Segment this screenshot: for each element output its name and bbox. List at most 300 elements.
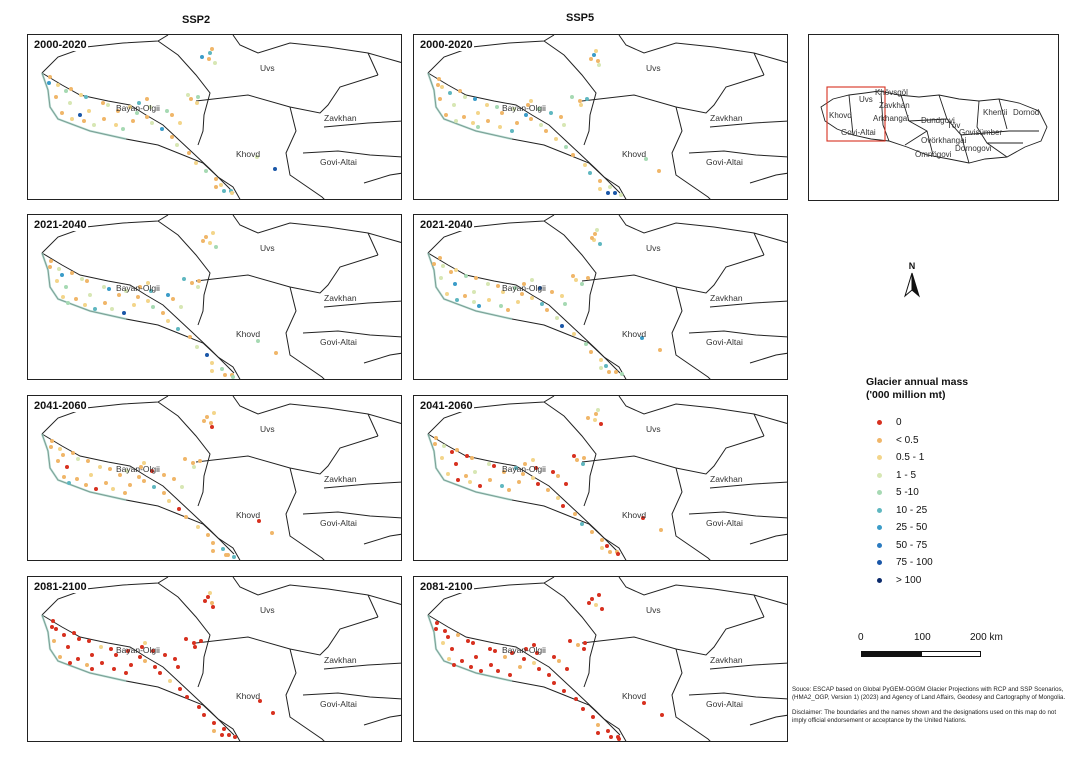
glacier-point [581, 707, 585, 711]
glacier-point [224, 553, 228, 557]
glacier-point [551, 470, 555, 474]
glacier-point [123, 491, 127, 495]
glacier-point [183, 457, 187, 461]
glacier-point [476, 125, 480, 129]
glacier-point [178, 121, 182, 125]
glacier-point [62, 633, 66, 637]
glacier-point [582, 456, 586, 460]
glacier-point [446, 635, 450, 639]
place-label-zavkhan: Zavkhan [710, 293, 743, 303]
glacier-point [456, 478, 460, 482]
map-canvas [414, 35, 788, 200]
glacier-point [109, 647, 113, 651]
source-text: Souce: ESCAP based on Global PyGEM-OGGM Glacier Projections with RCP and SSP Scenarios, (HMA2_OGP, Version 1) (2023) and Agency of Land Affairs, Geodesy and Cartography of Mongolia. [792, 686, 1066, 701]
glacier-point [78, 113, 82, 117]
glacier-point [70, 271, 74, 275]
glacier-point [441, 641, 445, 645]
glacier-point [456, 633, 460, 637]
period-label: 2041-2060 [420, 400, 473, 412]
boundary-line [428, 253, 627, 380]
legend-swatch [877, 508, 882, 513]
glacier-point [581, 462, 585, 466]
glacier-point [559, 115, 563, 119]
boundary-line [582, 75, 764, 113]
glacier-point [562, 123, 566, 127]
glacier-point [213, 61, 217, 65]
place-label-khovd: Khovd [622, 329, 647, 339]
place-label-uvs: Uvs [260, 605, 275, 615]
glacier-point [48, 265, 52, 269]
glacier-point [167, 499, 171, 503]
glacier-point [516, 300, 520, 304]
glacier-point [446, 472, 450, 476]
place-label-zavkhan: Zavkhan [710, 113, 743, 123]
boundary-line [428, 73, 620, 193]
legend-label: < 0.5 [896, 434, 919, 446]
period-label: 2041-2060 [34, 400, 87, 412]
glacier-point [552, 681, 556, 685]
glacier-point [463, 294, 467, 298]
glacier-point [597, 593, 601, 597]
place-label-bayan_olgii: Bayan-Olgii [502, 464, 546, 474]
glacier-point [563, 302, 567, 306]
glacier-point [590, 597, 594, 601]
glacier-point [208, 241, 212, 245]
boundary-line [364, 173, 402, 183]
glacier-point [470, 456, 474, 460]
boundary-line [196, 617, 378, 655]
glacier-point [214, 177, 218, 181]
glacier-point [608, 550, 612, 554]
glacier-point [227, 733, 231, 737]
glacier-point [440, 456, 444, 460]
glacier-point [273, 167, 277, 171]
glacier-point [85, 663, 89, 667]
boundary-line [672, 287, 712, 380]
inset-label: Govisümber [959, 128, 1003, 137]
glacier-point [552, 655, 556, 659]
legend-item [866, 467, 1046, 485]
glacier-point [92, 123, 96, 127]
glacier-point [571, 153, 575, 157]
glacier-point [597, 63, 601, 67]
glacier-point [195, 101, 199, 105]
period-label: 2000-2020 [420, 39, 473, 51]
glacier-point [136, 295, 140, 299]
glacier-point [202, 713, 206, 717]
map-panel-ssp2-2000-2020 [27, 34, 402, 200]
glacier-point [198, 459, 202, 463]
glacier-point [476, 111, 480, 115]
place-label-uvs: Uvs [260, 243, 275, 253]
glacier-point [455, 298, 459, 302]
glacier-point [588, 171, 592, 175]
glacier-point [168, 679, 172, 683]
glacier-point [211, 605, 215, 609]
glacier-point [212, 411, 216, 415]
glacier-point [100, 661, 104, 665]
place-label-govi_altai: Govi-Altai [320, 699, 357, 709]
glacier-point [617, 737, 621, 741]
legend-item [866, 502, 1046, 520]
glacier-point [620, 372, 624, 376]
glacier-point [546, 488, 550, 492]
place-label-zavkhan: Zavkhan [324, 293, 357, 303]
glacier-point [104, 481, 108, 485]
glacier-point [454, 462, 458, 466]
map-panel-ssp2-2041-2060 [27, 395, 402, 561]
scale-label-200: 200 km [970, 632, 1003, 643]
glacier-point [212, 729, 216, 733]
glacier-point [598, 179, 602, 183]
boundary-line [750, 173, 788, 183]
glacier-point [452, 663, 456, 667]
glacier-point [76, 657, 80, 661]
glacier-point [530, 278, 534, 282]
boundary-line [233, 396, 402, 424]
glacier-point [50, 439, 54, 443]
glacier-point [531, 458, 535, 462]
legend-title: Glacier annual mass [866, 376, 969, 388]
glacier-point [486, 282, 490, 286]
place-label-khovd: Khovd [236, 691, 261, 701]
glacier-point [452, 103, 456, 107]
boundary-line [428, 434, 620, 554]
glacier-point [184, 637, 188, 641]
glacier-point [131, 119, 135, 123]
glacier-point [589, 57, 593, 61]
boundary-line [750, 353, 788, 363]
boundary-line [158, 402, 210, 506]
boundary-line [619, 577, 788, 605]
glacier-point [145, 97, 149, 101]
glacier-point [88, 293, 92, 297]
map-canvas [414, 577, 788, 742]
boundary-line [233, 215, 402, 243]
boundary-line [196, 75, 378, 113]
glacier-point [510, 129, 514, 133]
glacier-point [578, 99, 582, 103]
glacier-point [474, 655, 478, 659]
glacier-point [171, 297, 175, 301]
glacier-point [549, 111, 553, 115]
glacier-point [132, 303, 136, 307]
glacier-point [68, 101, 72, 105]
inset-locator-map [808, 34, 1059, 201]
glacier-point [101, 101, 105, 105]
glacier-point [450, 450, 454, 454]
glacier-point [468, 480, 472, 484]
place-label-govi_altai: Govi-Altai [706, 699, 743, 709]
glacier-point [584, 342, 588, 346]
glacier-point [67, 481, 71, 485]
glacier-point [440, 85, 444, 89]
glacier-point [117, 293, 121, 297]
glacier-point [564, 145, 568, 149]
glacier-point [604, 364, 608, 368]
glacier-point [447, 657, 451, 661]
glacier-point [572, 454, 576, 458]
glacier-point [450, 647, 454, 651]
glacier-point [453, 282, 457, 286]
glacier-point [58, 447, 62, 451]
glacier-point [464, 274, 468, 278]
glacier-point [438, 97, 442, 101]
glacier-point [583, 163, 587, 167]
place-label-bayan_olgii: Bayan-Olgii [116, 645, 160, 655]
glacier-point [122, 311, 126, 315]
boundary-line [582, 436, 764, 474]
glacier-point [146, 299, 150, 303]
place-label-govi_altai: Govi-Altai [320, 337, 357, 347]
glacier-point [522, 657, 526, 661]
glacier-point [556, 474, 560, 478]
glacier-point [54, 95, 58, 99]
glacier-point [455, 448, 459, 452]
glacier-point [70, 117, 74, 121]
boundary-line [582, 255, 764, 293]
glacier-point [464, 474, 468, 478]
legend-swatch [877, 473, 882, 478]
glacier-point [206, 595, 210, 599]
glacier-point [87, 109, 91, 113]
glacier-point [445, 292, 449, 296]
glacier-point [71, 451, 75, 455]
glacier-point [87, 639, 91, 643]
glacier-point [185, 695, 189, 699]
glacier-point [196, 525, 200, 529]
map-panel-ssp2-2021-2040 [27, 214, 402, 380]
boundary-line [286, 107, 326, 200]
boundary-line [158, 583, 210, 687]
glacier-point [165, 109, 169, 113]
glacier-point [193, 645, 197, 649]
glacier-point [579, 103, 583, 107]
place-label-uvs: Uvs [646, 243, 661, 253]
glacier-point [574, 278, 578, 282]
glacier-point [660, 713, 664, 717]
glacier-point [599, 366, 603, 370]
glacier-point [108, 467, 112, 471]
boundary-line [619, 396, 788, 424]
glacier-point [658, 348, 662, 352]
legend-swatch [877, 455, 882, 460]
glacier-point [212, 721, 216, 725]
glacier-point [616, 552, 620, 556]
legend-list [866, 414, 1046, 589]
boundary-line [286, 468, 326, 561]
glacier-point [68, 661, 72, 665]
inset-label: Dundgovi [921, 116, 955, 125]
legend-item [866, 572, 1046, 590]
place-label-bayan_olgii: Bayan-Olgii [502, 103, 546, 113]
glacier-point [600, 546, 604, 550]
glacier-point [583, 641, 587, 645]
glacier-point [69, 87, 73, 91]
legend [866, 376, 1046, 589]
glacier-point [206, 533, 210, 537]
glacier-point [274, 351, 278, 355]
glacier-point [204, 235, 208, 239]
glacier-point [57, 267, 61, 271]
glacier-point [207, 57, 211, 61]
glacier-point [469, 665, 473, 669]
legend-swatch [877, 525, 882, 530]
glacier-point [158, 671, 162, 675]
glacier-point [462, 115, 466, 119]
glacier-point [102, 285, 106, 289]
period-label: 2021-2040 [420, 219, 473, 231]
glacier-point [98, 465, 102, 469]
inset-label: Ovörkhangai [921, 136, 967, 145]
legend-subtitle: ('000 million mt) [866, 389, 946, 401]
glacier-point [565, 667, 569, 671]
glacier-point [166, 319, 170, 323]
glacier-point [84, 95, 88, 99]
glacier-point [477, 304, 481, 308]
place-label-bayan_olgii: Bayan-Olgii [116, 464, 160, 474]
glacier-point [82, 119, 86, 123]
glacier-point [178, 687, 182, 691]
glacier-point [90, 653, 94, 657]
glacier-point [47, 81, 51, 85]
glacier-point [55, 279, 59, 283]
boundary-line [42, 73, 234, 193]
glacier-point [106, 103, 110, 107]
glacier-point [458, 89, 462, 93]
map-panel-ssp5-2041-2060 [413, 395, 788, 561]
glacier-point [180, 485, 184, 489]
glacier-point [99, 645, 103, 649]
glacier-point [503, 655, 507, 659]
inset-label: Govi-Altai [841, 128, 876, 137]
disclaimer-text: Disclaimer: The boundaries and the names shown and the designations used on this map do not imply official endorsement or acceptance by the United Nations. [792, 709, 1057, 724]
glacier-point [52, 639, 56, 643]
glacier-point [496, 669, 500, 673]
glacier-point [454, 268, 458, 272]
place-label-govi_altai: Govi-Altai [706, 157, 743, 167]
glacier-point [232, 555, 236, 559]
place-label-bayan_olgii: Bayan-Olgii [502, 645, 546, 655]
glacier-point [571, 274, 575, 278]
glacier-point [186, 93, 190, 97]
place-label-uvs: Uvs [646, 63, 661, 73]
glacier-point [222, 727, 226, 731]
boundary-line [42, 434, 234, 554]
glacier-point [596, 408, 600, 412]
place-label-bayan_olgii: Bayan-Olgii [116, 103, 160, 113]
legend-label: 50 - 75 [896, 539, 928, 551]
glacier-point [173, 657, 177, 661]
glacier-point [196, 95, 200, 99]
glacier-point [544, 129, 548, 133]
legend-item [866, 554, 1046, 572]
glacier-point [473, 97, 477, 101]
glacier-point [587, 601, 591, 605]
boundary-line [368, 595, 378, 617]
boundary-line [544, 41, 596, 145]
glacier-point [142, 479, 146, 483]
glacier-point [560, 324, 564, 328]
inset-label: Arkhangai [873, 114, 910, 123]
glacier-point [49, 445, 53, 449]
glacier-point [94, 487, 98, 491]
map-panel-ssp2-2081-2100 [27, 576, 402, 742]
glacier-point [536, 482, 540, 486]
glacier-point [170, 135, 174, 139]
glacier-point [492, 464, 496, 468]
place-label-khovd: Khovd [236, 149, 261, 159]
glacier-point [466, 639, 470, 643]
column-heading-ssp5: SSP5 [566, 12, 595, 24]
glacier-point [77, 637, 81, 641]
scale-label-0: 0 [858, 632, 864, 643]
glacier-point [488, 478, 492, 482]
glacier-point [547, 673, 551, 677]
glacier-point [209, 421, 213, 425]
glacier-point [580, 282, 584, 286]
glacier-point [176, 665, 180, 669]
map-canvas [28, 215, 402, 380]
legend-swatch [877, 543, 882, 548]
glacier-point [598, 187, 602, 191]
glacier-point [590, 236, 594, 240]
map-panel-ssp5-2021-2040 [413, 214, 788, 380]
glacier-point [177, 507, 181, 511]
glacier-point [102, 117, 106, 121]
glacier-point [463, 95, 467, 99]
inset-label: Khövsgöl [875, 88, 908, 97]
glacier-point [110, 307, 114, 311]
inset-label: Uvs [859, 95, 873, 104]
glacier-point [606, 729, 610, 733]
glacier-point [593, 232, 597, 236]
glacier-point [60, 111, 64, 115]
glacier-point [197, 705, 201, 709]
source-note [792, 686, 1066, 732]
glacier-point [472, 290, 476, 294]
glacier-point [60, 273, 64, 277]
glacier-point [471, 121, 475, 125]
glacier-point [489, 663, 493, 667]
glacier-point [172, 477, 176, 481]
glacier-point [607, 370, 611, 374]
glacier-point [596, 59, 600, 63]
glacier-point [487, 298, 491, 302]
glacier-point [152, 485, 156, 489]
glacier-point [599, 422, 603, 426]
glacier-point [80, 277, 84, 281]
glacier-point [435, 621, 439, 625]
glacier-point [205, 353, 209, 357]
glacier-point [190, 281, 194, 285]
glacier-point [433, 442, 437, 446]
inset-label: Ömnögovi [915, 150, 952, 159]
glacier-point [93, 307, 97, 311]
glacier-point [595, 228, 599, 232]
glacier-edge [42, 73, 126, 139]
boundary-line [672, 649, 712, 742]
glacier-point [84, 483, 88, 487]
glacier-point [576, 643, 580, 647]
boundary-line [368, 414, 378, 436]
glacier-point [474, 276, 478, 280]
glacier-point [596, 723, 600, 727]
glacier-point [555, 316, 559, 320]
boundary-line [754, 53, 764, 75]
glacier-point [211, 549, 215, 553]
boundary-line [428, 434, 627, 561]
